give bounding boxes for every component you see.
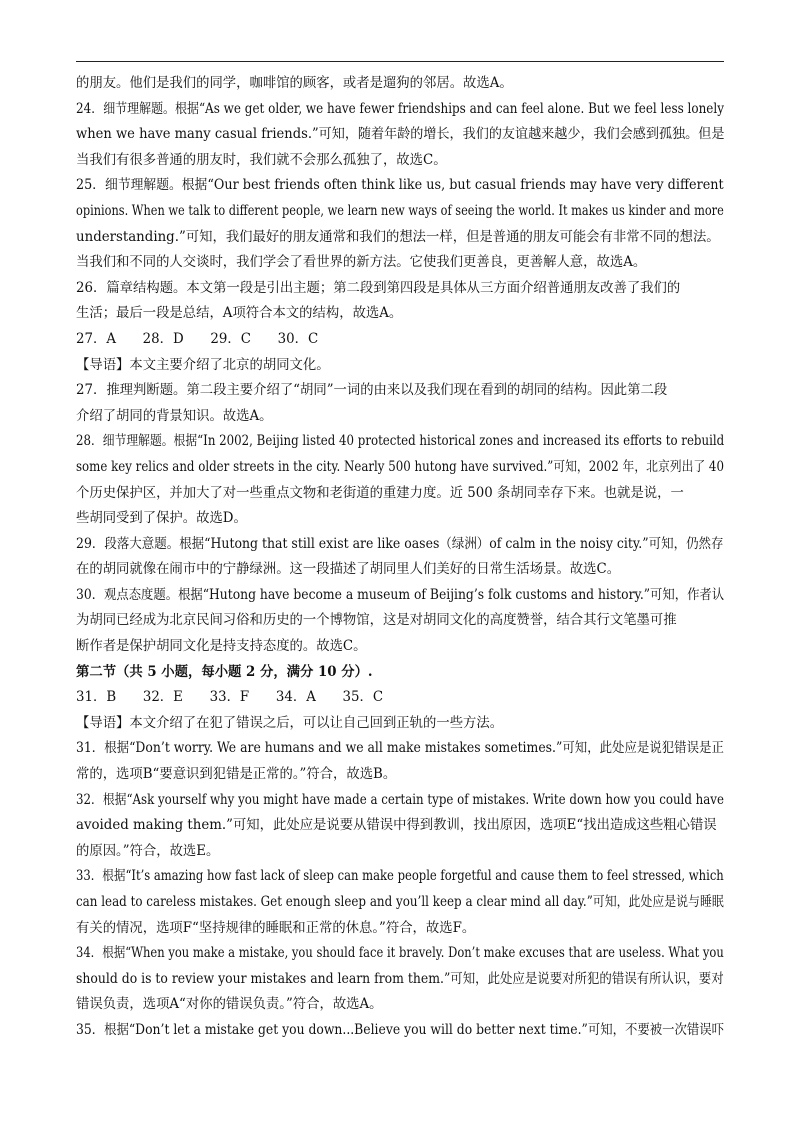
text-line: 个历史保护区，并加大了对一些重点文物和老街道的重建力度。近 500 条胡同幸存下来。也就是说，一 <box>76 484 684 501</box>
text-line: 28．细节理解题。根据“In 2002, Beijing listed 40 protected historical zones and increased its efforts to rebuild <box>76 433 725 450</box>
text-line: 介绍了胡同的背景知识。故选A。 <box>76 407 273 424</box>
text-line: 常的，选项B“要意识到犯错是正常的。”符合，故选B。 <box>76 766 397 783</box>
text-line: some key relics and older streets in the city. Nearly 500 hutong have survived.”可知，2002 年，北京列出了 40 <box>76 458 724 475</box>
text-line: when we have many casual friends.”可知，随着年龄的增长，我们的友谊越来越少，我们会感到孤独。但是 <box>76 126 725 143</box>
text-line: 当我们有很多普通的朋友时，我们就不会那么孤独了，故选C。 <box>76 151 447 168</box>
text-line: 35．根据“Don’t let a mistake get you down...Believe you will do better next time.”可知，不要被一次错误吓 <box>76 1021 724 1038</box>
text-line: 生活；最后一段是总结，A项符合本文的结构，故选A。 <box>76 305 403 322</box>
text-line: 些胡同受到了保护。故选D。 <box>76 510 247 527</box>
text-line: 在的胡同就像在闹市中的宁静绿洲。这一段描述了胡同里人们美好的日常生活场景。故选C。 <box>76 561 621 578</box>
text-line: 29．段落大意题。根据“Hutong that still exist are like oases（绿洲）of calm in the noisy city.”可知，仍然存 <box>76 535 724 552</box>
text-line: 的原因。”符合，故选E。 <box>76 842 220 859</box>
text-line: can lead to careless mistakes. Get enough sleep and you’ll keep a clear mind all day.”可知，此处应是说与睡眠 <box>76 894 724 910</box>
text-line: 为胡同已经成为北京民间习俗和历史的一个博物馆，这是对胡同文化的高度赞誉，结合其行文笔墨可推 <box>76 612 677 629</box>
text-line: 33．根据“It’s amazing how fast lack of sleep can make people forgetful and cause them to feel stressed, which <box>76 868 724 885</box>
text-line: 27．推理判断题。第二段主要介绍了“胡同”一词的由来以及我们现在看到的胡同的结构。因此第二段 <box>76 382 668 399</box>
text-line: 34．根据“When you make a mistake, you should face it bravely. Don’t make excuses that are useless. What you <box>76 945 724 962</box>
text-line: 当我们和不同的人交谈时，我们学会了看世界的新方法。它使我们更善良，更善解人意，故选A。 <box>76 254 647 271</box>
text-line: 的朋友。他们是我们的同学，咖啡馆的顾客，或者是遛狗的邻居。故选A。 <box>76 75 513 91</box>
section-heading: 第二节（共 5 小题，每小题 2 分，满分 10 分）. <box>76 663 373 680</box>
answer-explanations <box>76 71 736 1044</box>
text-line: opinions. When we talk to different people, we learn new ways of seeing the world. It makes us kinder and more <box>76 202 724 219</box>
text-line: 25．细节理解题。根据“Our best friends often think like us, but casual friends may have very different <box>76 177 724 194</box>
answer-key-line: 31．B 32．E 33．F 34．A 35．C <box>76 689 384 706</box>
text-line: 30．观点态度题。根据“Hutong have become a museum of Beijing’s folk customs and history.”可知，作者认 <box>76 586 725 603</box>
text-line: 24．细节理解题。根据“As we get older, we have fewer friendships and can feel alone. But we feel less lonely <box>76 100 724 117</box>
text-line: understanding.”可知，我们最好的朋友通常和我们的想法一样，但是普通的朋友可能会有非常不同的想法。 <box>76 228 720 245</box>
guide-line: 【导语】本文介绍了在犯了错误之后，可以让自己回到正轨的一些方法。 <box>76 714 504 731</box>
answer-key-line: 27．A 28．D 29．C 30．C <box>76 330 319 347</box>
text-line: 32．根据“Ask yourself why you might have made a certain type of mistakes. Write down how you could have <box>76 791 724 808</box>
text-line: 断作者是保护胡同文化是持支持态度的。故选C。 <box>76 638 367 655</box>
text-line: 31．根据“Don’t worry. We are humans and we all make mistakes sometimes.”可知，此处应是说犯错误是正 <box>76 740 724 757</box>
text-line: 有关的情况，选项F“坚持规律的睡眠和正常的休息。”符合，故选F。 <box>76 919 476 936</box>
text-line: avoided making them.”可知，此处应是说要从错误中得到教训，找出原因，选项E“找出造成这些粗心错误 <box>76 817 717 834</box>
guide-line: 【导语】本文主要介绍了北京的胡同文化。 <box>76 356 330 373</box>
header-rule <box>76 61 724 62</box>
text-line: should do is to review your mistakes and learn from them.”可知，此处应是说要对所犯的错误有所认识，要对 <box>76 970 724 987</box>
text-line: 错误负责，选项A“对你的错误负责。”符合，故选A。 <box>76 996 383 1013</box>
text-line: 26．篇章结构题。本文第一段是引出主题；第二段到第四段是具体从三方面介绍普通朋友改善了我们的 <box>76 279 681 296</box>
